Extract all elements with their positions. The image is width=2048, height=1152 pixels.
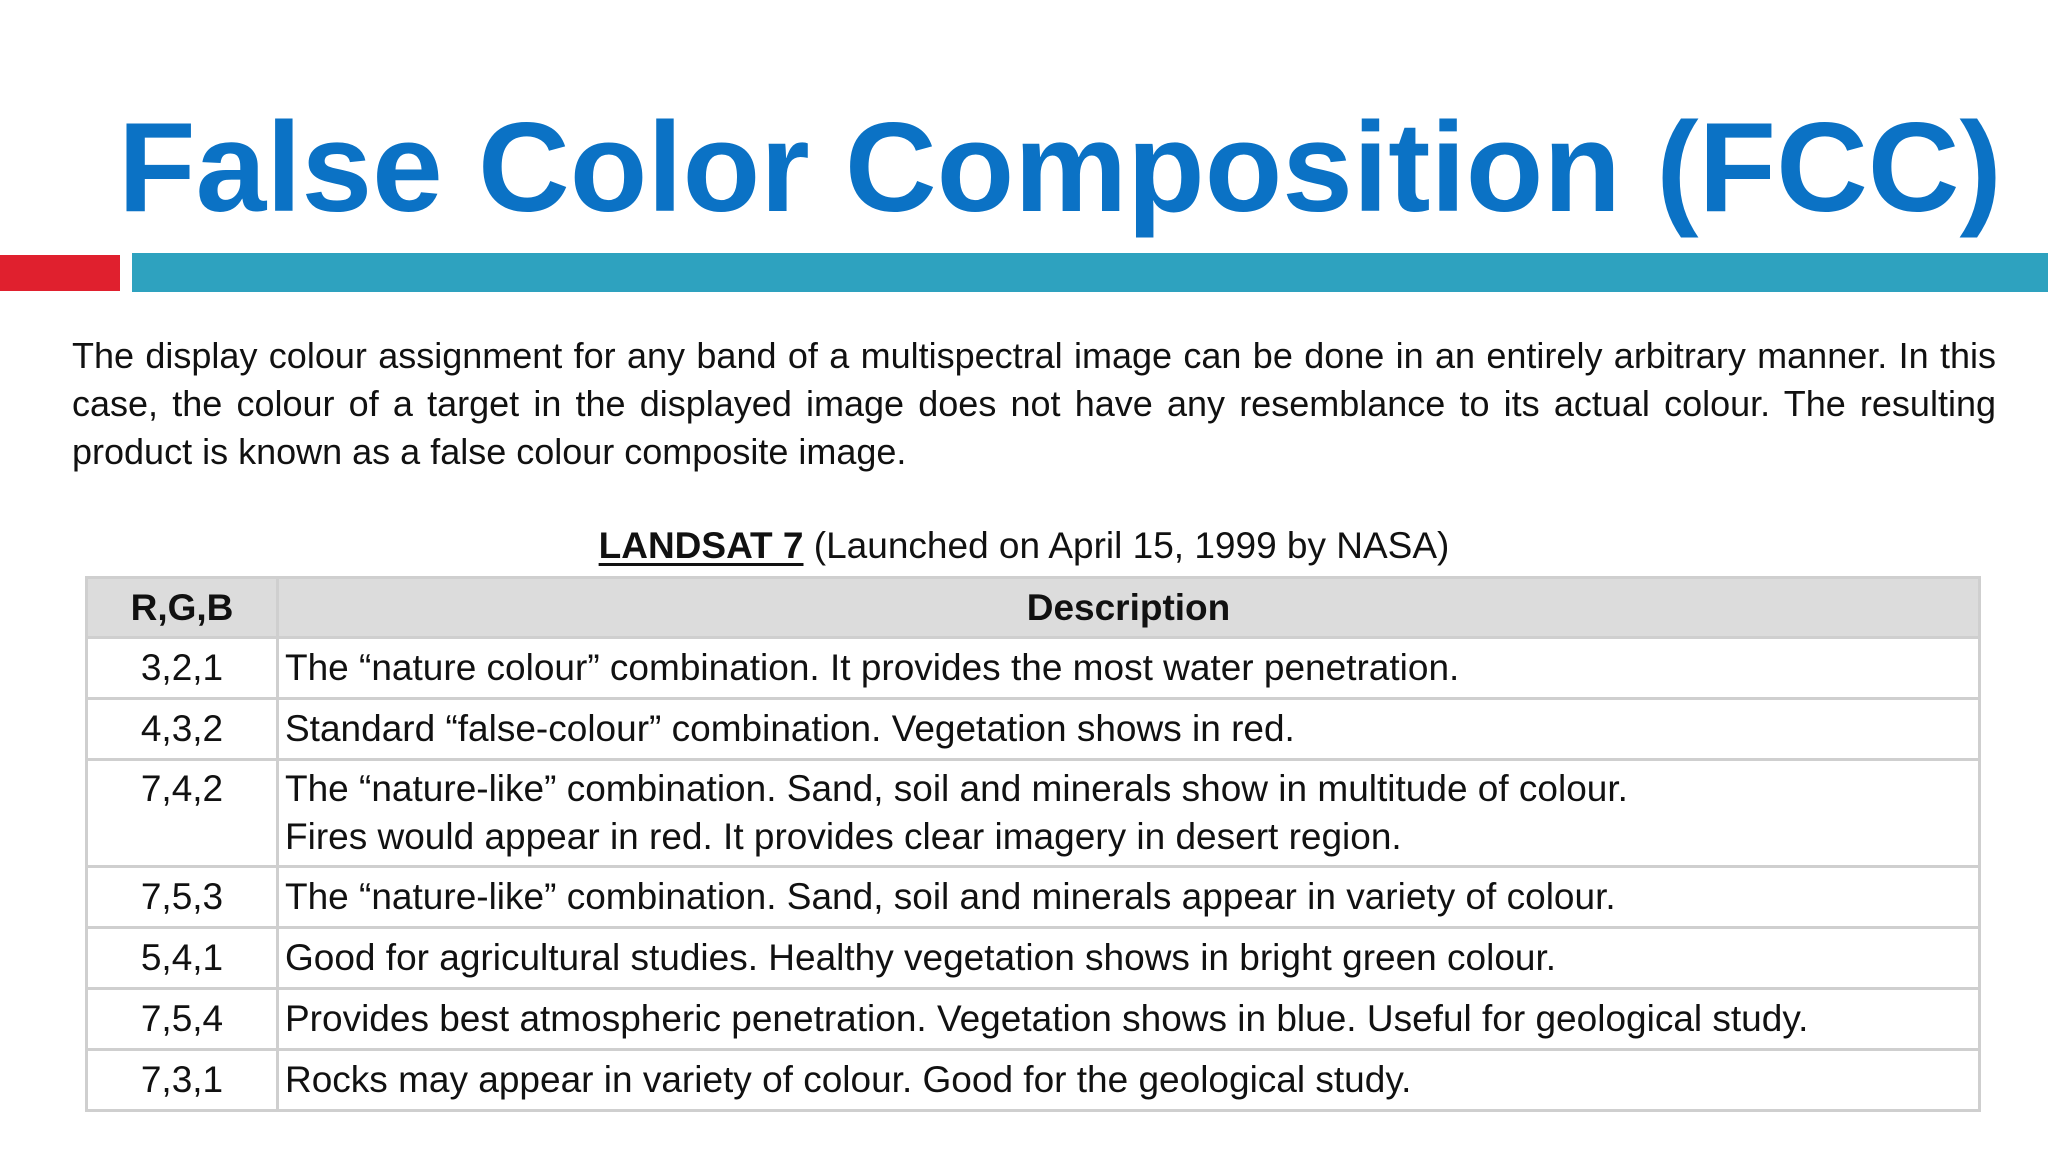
description-line: The “nature colour” combination. It provides the most water penetration. — [285, 647, 1460, 688]
launch-detail: (Launched on April 15, 1999 by NASA) — [803, 525, 1450, 566]
description-line: Rocks may appear in variety of colour. Good for the geological study. — [285, 1059, 1412, 1100]
band-combination-table — [85, 576, 1981, 1112]
slide-title: False Color Composition (FCC) — [118, 96, 2002, 238]
description-cell — [278, 638, 1980, 699]
band-code-cell: 7,5,4 — [87, 989, 278, 1050]
band-code-cell: 3,2,1 — [87, 638, 278, 699]
band-code-cell: 5,4,1 — [87, 928, 278, 989]
description-line: The “nature-like” combination. Sand, soil and minerals show in multitude of colour. — [285, 768, 1628, 809]
table-row — [87, 638, 1980, 699]
table-row — [87, 699, 1980, 760]
table-row — [87, 1050, 1980, 1111]
teal-divider-bar — [132, 253, 2048, 292]
description-line: The “nature-like” combination. Sand, soil and minerals appear in variety of colour. — [285, 876, 1616, 917]
band-code-cell: 7,5,3 — [87, 867, 278, 928]
description-cell — [278, 699, 1980, 760]
band-code-cell: 7,4,2 — [87, 760, 278, 867]
table-row — [87, 760, 1980, 867]
band-code-cell: 7,3,1 — [87, 1050, 278, 1111]
description-cell — [278, 760, 1980, 867]
description-line: Good for agricultural studies. Healthy vegetation shows in bright green colour. — [285, 937, 1557, 978]
column-header-rgb: R,G,B — [87, 578, 278, 638]
table-caption — [0, 522, 2048, 570]
table-header-row — [87, 578, 1980, 638]
band-code-cell: 4,3,2 — [87, 699, 278, 760]
satellite-name: LANDSAT 7 — [598, 525, 804, 566]
description-cell — [278, 989, 1980, 1050]
description-cell — [278, 1050, 1980, 1111]
description-line: Standard “false-colour” combination. Vegetation shows in red. — [285, 708, 1295, 749]
intro-paragraph: The display colour assignment for any band of a multispectral image can be done in an entirely arbitrary manner. In this case, the colour of a target in the displayed image does not have any resemblance to its actual colour. The resulting product is known as a false colour composite image. — [72, 335, 1996, 472]
description-line: Provides best atmospheric penetration. Vegetation shows in blue. Useful for geological study. — [285, 998, 1809, 1039]
table-row — [87, 989, 1980, 1050]
red-accent-bar — [0, 255, 120, 291]
table-row — [87, 867, 1980, 928]
table-row — [87, 928, 1980, 989]
description-line: Fires would appear in red. It provides clear imagery in desert region. — [285, 816, 1402, 857]
description-cell — [278, 867, 1980, 928]
description-cell — [278, 928, 1980, 989]
column-header-description: Description — [278, 578, 1980, 638]
